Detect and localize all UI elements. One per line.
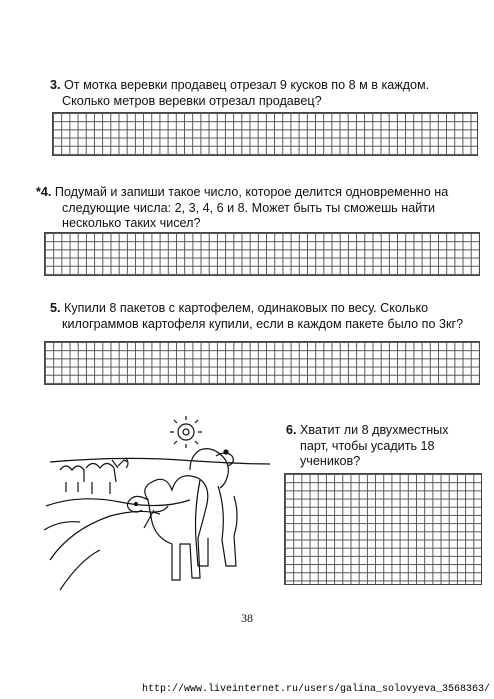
- task-6-line-2: парт, чтобы усадить 18: [300, 438, 435, 453]
- task-4-line-1: *4. Подумай и запиши такое число, которое делится одновременно на: [36, 185, 449, 199]
- task-6-number: 6.: [286, 423, 297, 437]
- task-3: [50, 78, 480, 109]
- camels-illustration: [40, 410, 280, 610]
- task-5-line-1: 5. Купили 8 пакетов с картофелем, одинаковых по весу. Сколько: [50, 301, 429, 315]
- task-3-line-2: Сколько метров веревки отрезал продавец?: [62, 93, 322, 108]
- task-3-number: 3.: [50, 78, 61, 92]
- task-4-number: *4.: [36, 185, 52, 199]
- footer-url[interactable]: http://www.liveinternet.ru/users/galina_solovyeva_3568363/: [141, 684, 490, 695]
- task-3-answer-grid[interactable]: [52, 112, 478, 156]
- task-5-line-2: килограммов картофеля купили, если в каждом пакете было по 3кг?: [62, 316, 464, 331]
- task-4-line-2: следующие числа: 2, 3, 4, 6 и 8. Может быть ты сможешь найти: [62, 200, 436, 215]
- task-3-line-1: 3. От мотка веревки продавец отрезал 9 кусков по 8 м в каждом.: [50, 78, 430, 92]
- task-6-line-3: учеников?: [300, 454, 361, 468]
- task-4-answer-grid[interactable]: [44, 232, 480, 276]
- task-4: [36, 185, 480, 232]
- task-6-answer-grid[interactable]: [284, 473, 482, 585]
- task-6-line-1: 6. Хватит ли 8 двухместных: [286, 423, 449, 437]
- task-5-answer-grid[interactable]: [44, 341, 480, 385]
- sun-icon: [178, 424, 194, 440]
- task-4-line-3: несколько таких чисел?: [62, 216, 201, 230]
- task-5: [50, 301, 480, 332]
- task-5-number: 5.: [50, 301, 61, 315]
- task-6: [286, 423, 481, 470]
- page-number: 38: [241, 611, 253, 625]
